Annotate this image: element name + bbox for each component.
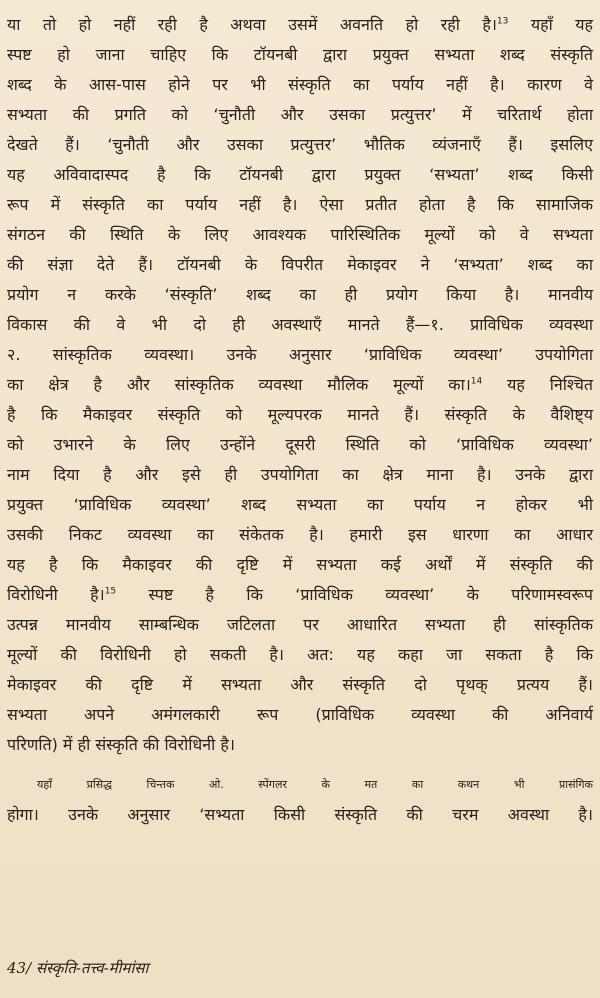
book-title: संस्कृति-तत्त्व-मीमांसा (35, 959, 149, 977)
text-line: मेकाइवर की दृष्टि में सभ्यता और संस्कृति दो पृथक् प्रत्यय हैं। (7, 675, 593, 694)
text-line: को उभारने के लिए उन्होंने दूसरी स्थिति को ‘प्राविधिक व्यवस्था’ (7, 435, 593, 454)
text-line: उसकी निकट व्यवस्था का संकेतक है। हमारी इस धारणा का आधार (7, 525, 593, 544)
footnote-ref: 15 (104, 586, 117, 597)
text-line: शब्द के आस-पास होने पर भी संस्कृति का पर्याय नहीं है। कारण वे (7, 75, 593, 94)
text-line: यह है कि मैकाइवर की दृष्टि में सभ्यता कई अर्थों में संस्कृति की (7, 555, 593, 574)
text-line: उत्पन्न मानवीय साम्बन्धिक जटिलता पर आधारित सभ्यता ही सांस्कृतिक (7, 615, 593, 634)
text-line: स्पष्ट हो जाना चाहिए कि टॉयनबी द्वारा प्रयुक्त सभ्यता शब्द संस्कृति (7, 45, 593, 64)
text-line: रूप में संस्कृति का पर्याय नहीं है। ऐसा प्रतीत होता है कि सामाजिक (7, 195, 593, 214)
text-line: प्रयोग न करके ‘संस्कृति’ शब्द का ही प्रयोग किया है। मानवीय (7, 285, 593, 304)
text-line: नाम दिया है और इसे ही उपयोगिता का क्षेत्र माना है। उनके द्वारा (7, 465, 593, 484)
page-footer (7, 958, 148, 978)
text-line: है कि मैकाइवर संस्कृति को मूल्यपरक मानते हैं। संस्कृति के वैशिष्ट्य (7, 405, 593, 424)
text-line: मूल्यों की विरोधिनी हो सकती है। अत: यह कहा जा सकता है कि (7, 645, 593, 664)
text-line: या तो हो नहीं रही है अथवा उसमें अवनति हो रही है।$^{13}$ यहाँ यह (7, 15, 593, 34)
text-line: की संज्ञा देते हैं। टॉयनबी के विपरीत मेकाइवर ने ‘सभ्यता’ शब्द का (7, 255, 593, 274)
text-line: प्रयुक्त ‘प्राविधिक व्यवस्था’ शब्द सभ्यता का पर्याय न होकर भी (7, 495, 593, 514)
text-line: का क्षेत्र है और सांस्कृतिक व्यवस्था मौलिक मूल्यों का।$^{14}$ यह निश्चित (7, 375, 593, 394)
text-line: सभ्यता अपने अमंगलकारी रूप (प्राविधिक व्यवस्था की अनिवार्य (7, 705, 593, 724)
page-number: 43 (7, 959, 27, 977)
paragraph-start-line: यहाँ प्रसिद्ध चिन्तक ओ. स्पेंगलर के मत का कथन भी प्रासंगिक (37, 778, 593, 791)
footer-separator: / (26, 959, 32, 977)
text-line: विकास की वे भी दो ही अवस्थाएँ मानते हैं—१. प्राविधिक व्यवस्था (7, 315, 593, 334)
text-line: विरोधिनी है।$^{15}$ स्पष्ट है कि ‘प्राविधिक व्यवस्था’ के परिणामस्वरूप (7, 585, 593, 604)
text-line: होगा। उनके अनुसार ‘सभ्यता किसी संस्कृति की चरम अवस्था है। (7, 805, 593, 824)
text-line: २. सांस्कृतिक व्यवस्था। उनके अनुसार ‘प्राविधिक व्यवस्था’ उपयोगिता (7, 345, 593, 364)
text-line: परिणति) में ही संस्कृति की विरोधिनी है। (7, 735, 235, 754)
footnote-ref: 13 (496, 16, 509, 27)
footnote-ref: 14 (470, 376, 483, 387)
text-line: सभ्यता की प्रगति को ‘चुनौती और उसका प्रत्युत्तर’ में चरितार्थ होता (7, 105, 593, 124)
text-line: देखते हैं। ‘चुनौती और उसका प्रत्युत्तर’ भौतिक व्यंजनाएँ हैं। इसलिए (7, 135, 593, 154)
text-line: यह अविवादास्पद है कि टॉयनबी द्वारा प्रयुक्त ‘सभ्यता’ शब्द किसी (7, 165, 593, 184)
text-line: संगठन की स्थिति के लिए आवश्यक पारिस्थितिक मूल्यों को वे सभ्यता (7, 225, 593, 244)
